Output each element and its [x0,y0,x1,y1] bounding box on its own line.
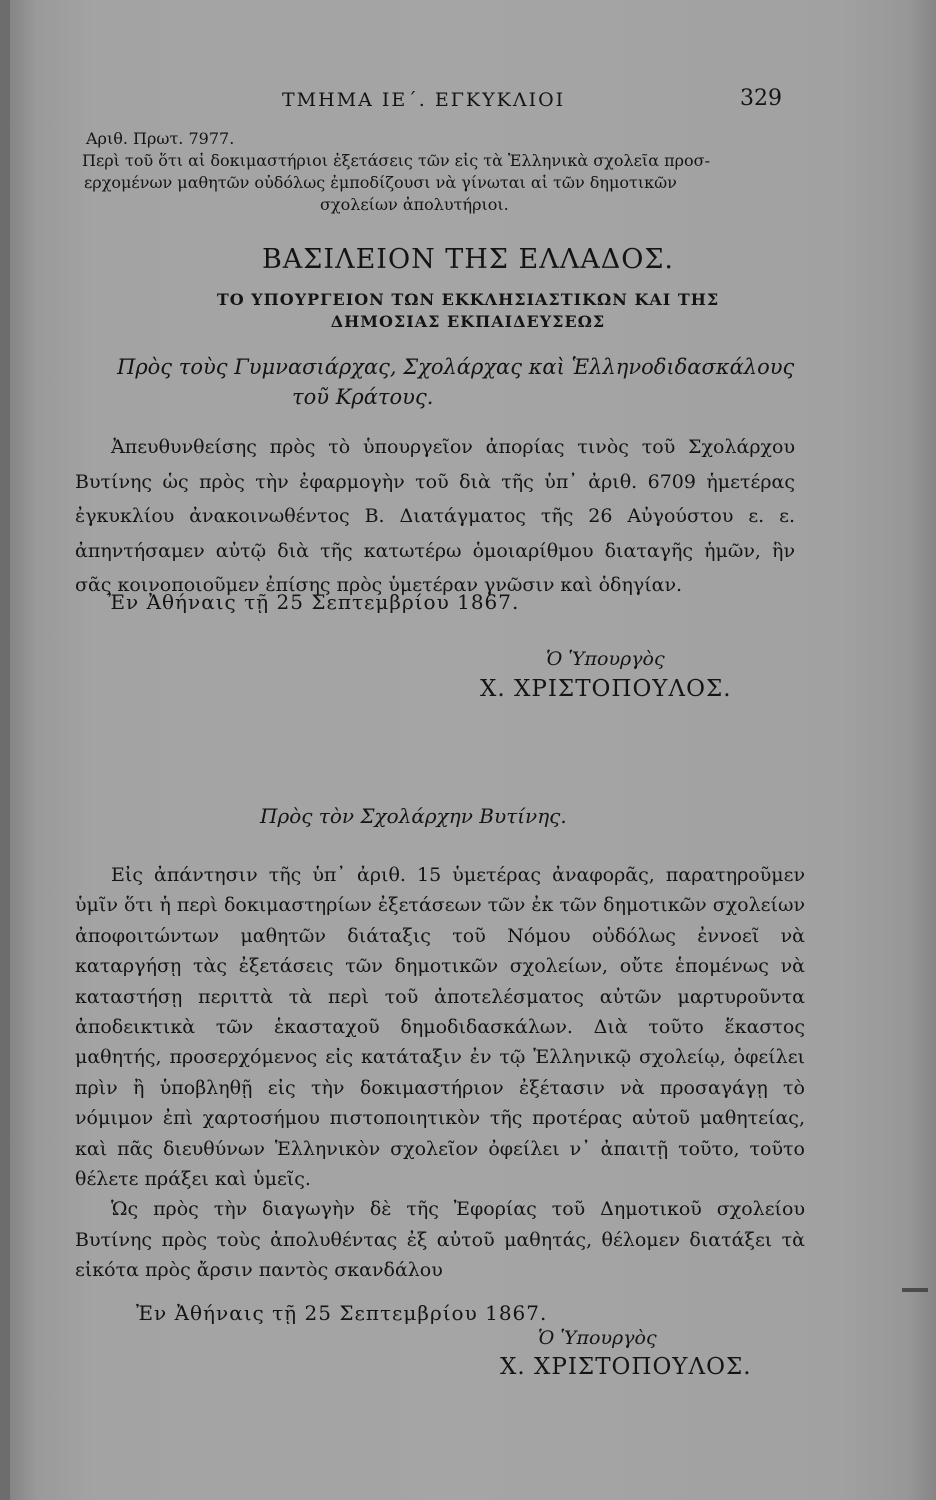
protocol-number: Αριθ. Πρωτ. 7977. [86,129,235,148]
summary-line: Περὶ τοῦ ὅτι αἱ δοκιμαστήριοι ἐξετάσεις τῶν εἰς τὰ Ἑλληνικὰ σχολεῖα προσ- [82,151,710,170]
addressee-line: Πρὸς τοὺς Γυμνασιάρχας, Σχολάρχας καὶ Ἑλληνοδιδασκάλους [117,355,795,379]
ministry-heading-line: ΔΗΜΟΣΙΑΣ ΕΚΠΑΙΔΕΥΣΕΩΣ [330,312,606,331]
ink-mark [902,1288,928,1292]
letter-body [75,860,805,1286]
page-number: 329 [740,86,782,111]
kingdom-heading: ΒΑΣΙΛΕΙΟΝ ΤΗΣ ΕΛΛΑΔΟΣ. [261,244,675,275]
ministry-heading [0,289,936,333]
page-gutter-shadow [0,0,10,1500]
circular-date: Ἐν Ἀθήναις τῇ 25 Σεπτεμβρίου 1867. [108,590,520,614]
summary-line: σχολείων ἀπολυτήριοι. [320,195,509,214]
addressee-line: τοῦ Κράτους. [292,385,434,409]
circular-signature-title: Ὁ Ὑπουργὸς [546,648,665,670]
letter-signature-title: Ὁ Ὑπουργὸς [538,1327,657,1349]
circular-summary [74,150,800,216]
letter-addressee: Πρὸς τὸν Σχολάρχην Βυτίνης. [260,804,567,828]
summary-line: ερχομένων μαθητῶν οὐδόλως ἐμποδίζουσι νὰ γίνωται αἱ τῶν δημοτικῶν [84,173,677,192]
letter-paragraph: Εἰς ἀπάντησιν τῆς ὑπ᾽ ἀριθ. 15 ὑμετέρας ἀναφορᾶς, παρατηροῦμεν ὑμῖν ὅτι ἡ περὶ δοκιμαστηρίων ἐξετάσεων τῶν ἐκ τῶν δημοτικῶν σχολείων ἀποφοιτώντων μαθητῶν διάταξις τοῦ Νόμου οὐδόλως ἐννοεῖ νὰ καταργήσῃ τὰς ἐξετάσεις τῶν δημοτικῶν σχολείων, οὔτε ἑπομένως νὰ καταστήσῃ περιττὰ τὰ περὶ τοῦ ἀποτελέσματος αὐτῶν μαρτυροῦντα ἀποδεικτικὰ τῶν ἑκασταχοῦ δημοδιδασκάλων. Διὰ τοῦτο ἕκαστος μαθητής, προσερχόμενος εἰς κατάταξιν ἐν τῷ Ἑλληνικῷ σχολείῳ, ὀφείλει πρὶν ἢ ὑποβληθῇ εἰς τὴν δοκιμαστήριον ἐξέτασιν νὰ προσαγάγῃ τὸ νόμιμον ἐπὶ χαρτοσήμου πιστοποιητικὸν τῆς προτέρας αὐτοῦ μαθητείας, καὶ πᾶς διευθύνων Ἑλληνικὸν σχολεῖον ὀφείλει ν᾽ ἀπαιτῇ τοῦτο, τοῦτο θέλετε πράξει καὶ ὑμεῖς. [75,864,805,1191]
circular-paragraph: Ἀπευθυνθείσης πρὸς τὸ ὑπουργεῖον ἀπορίας τινὸς τοῦ Σχολάρχου Βυτίνης ὡς πρὸς τὴν ἐφαρμογὴν τοῦ διὰ τῆς ὑπ᾽ ἀριθ. 6709 ἡμετέρας ἐγκυκλίου ἀνακοινωθέντος Β. Διατάγματος τῆς 26 Αὐγούστου ε. ε. ἀπηντήσαμεν αὐτῷ διὰ τῆς κατωτέρω ὁμοιαρίθμου διαταγῆς ἡμῶν, ἣν σᾶς κοινοποιοῦμεν ἐπίσης πρὸς ὑμετέραν γνῶσιν καὶ ὁδηγίαν. [75,436,795,596]
circular-signature-name: Χ. ΧΡΙΣΤΟΠΟΥΛΟΣ. [480,676,732,702]
circular-body [75,430,795,603]
circular-addressee [117,352,817,412]
letter-paragraph: Ὡς πρὸς τὴν διαγωγὴν δὲ τῆς Ἐφορίας τοῦ Δημοτικοῦ σχολείου Βυτίνης πρὸς τοὺς ἀπολυθέντας ἐξ αὐτοῦ μαθητάς, θέλομεν διατάξει τὰ εἰκότα πρὸς ἄρσιν παντὸς σκανδάλου [75,1198,805,1282]
running-header-title: ΤΜΗΜΑ ΙΕ΄. ΕΓΚΥΚΛΙΟΙ [282,89,566,111]
ministry-heading-line: ΤΟ ΥΠΟΥΡΓΕΙΟΝ ΤΩΝ ΕΚΚΛΗΣΙΑΣΤΙΚΩΝ ΚΑΙ ΤΗΣ [216,290,720,309]
letter-date: Ἐν Ἀθήναις τῇ 25 Σεπτεμβρίου 1867. [136,1301,548,1325]
letter-signature-name: Χ. ΧΡΙΣΤΟΠΟΥΛΟΣ. [500,1354,752,1380]
